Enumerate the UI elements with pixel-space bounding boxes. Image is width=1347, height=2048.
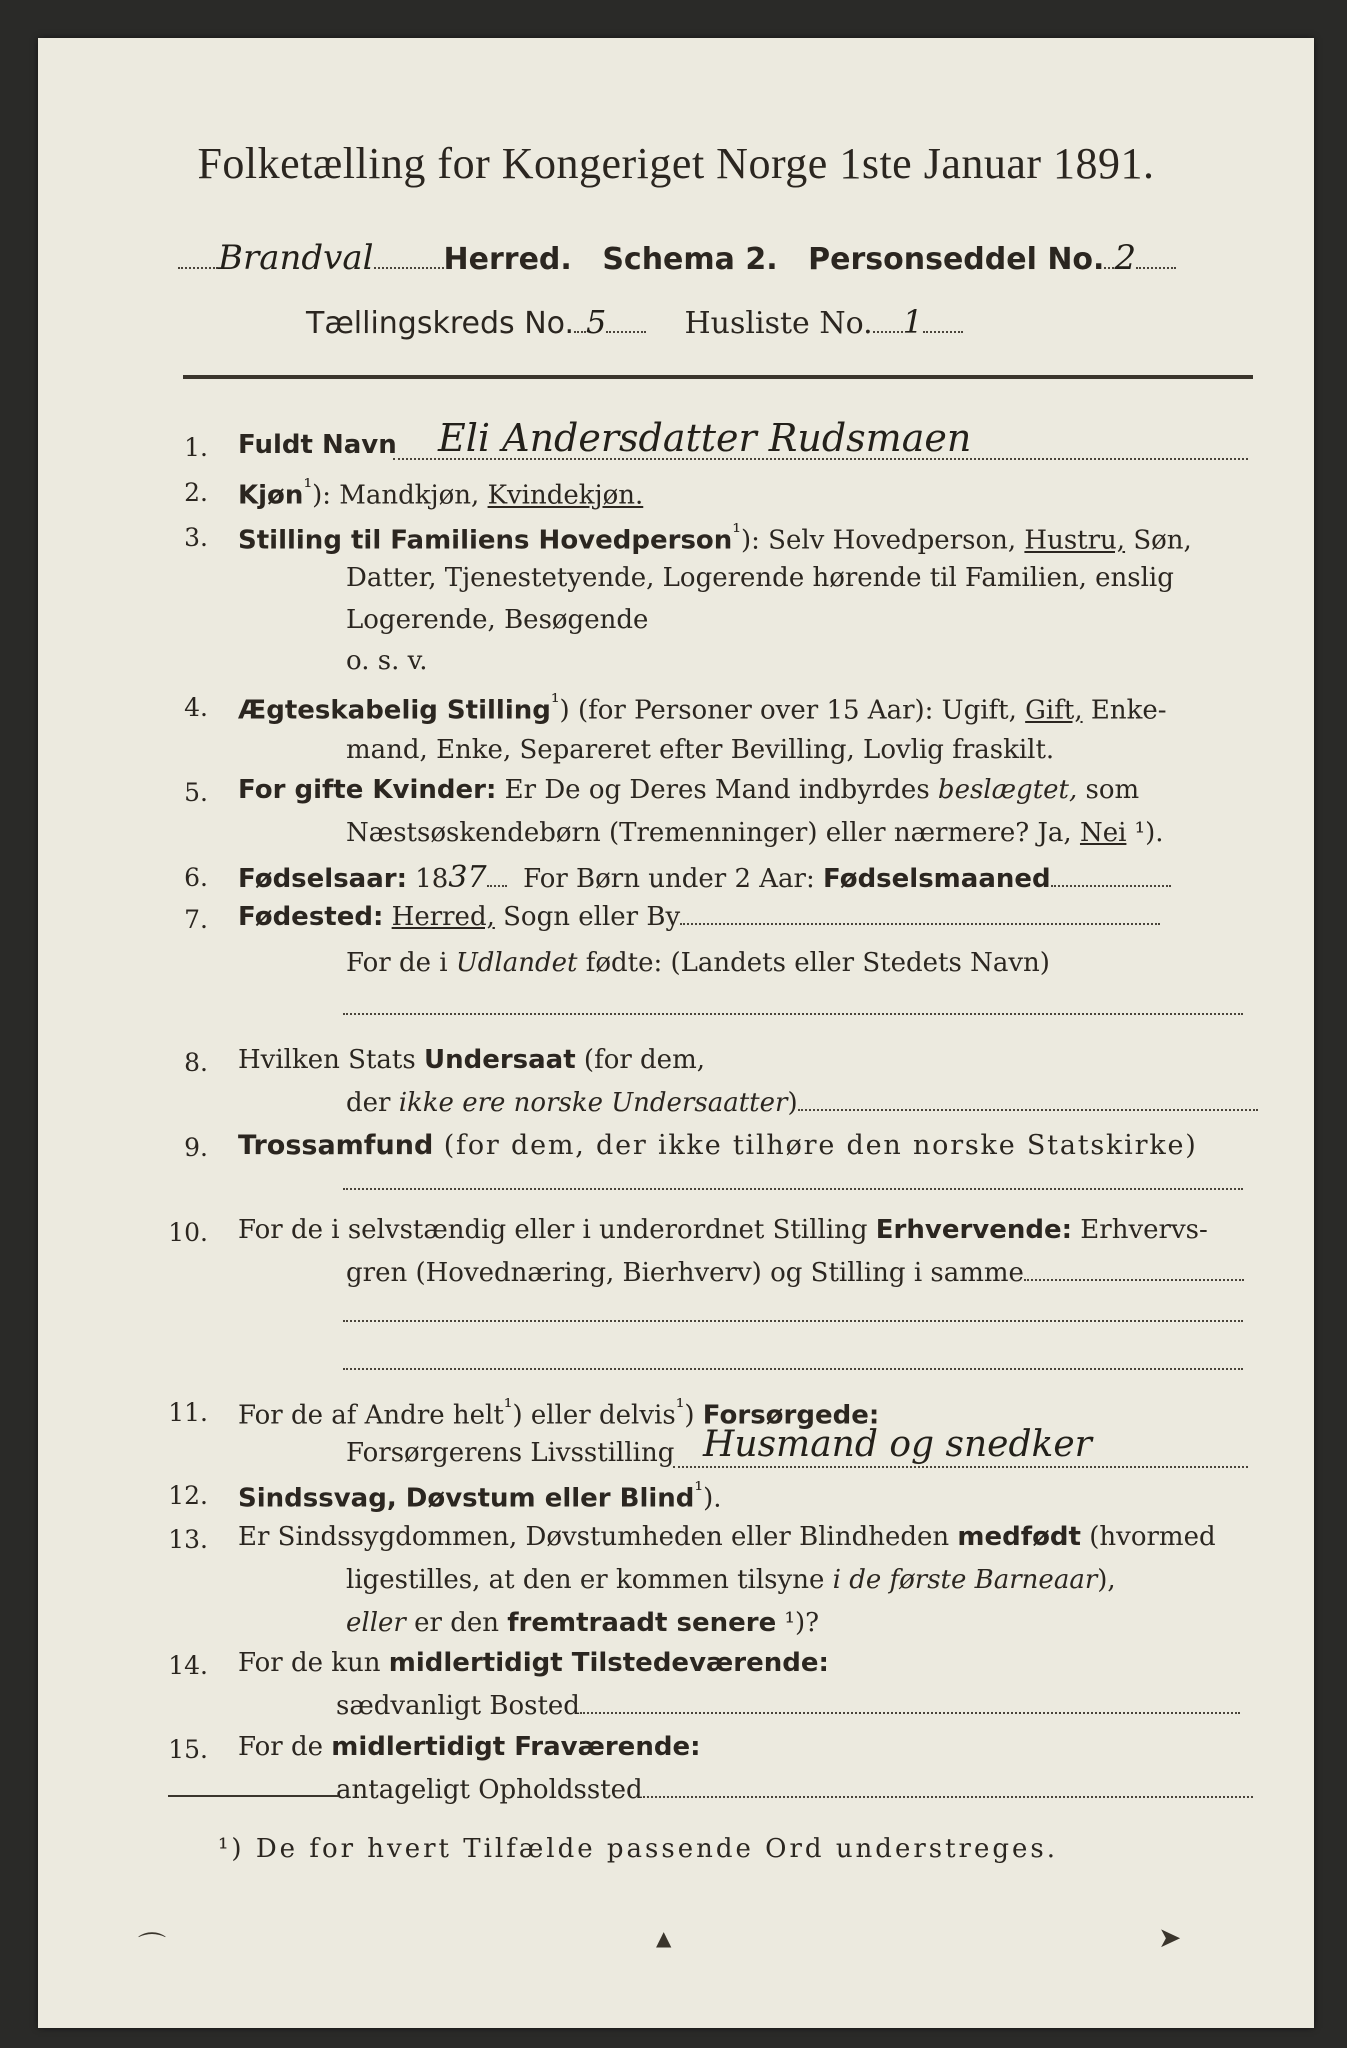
q3-line2: Datter, Tjenestetyende, Logerende hørende til Familien, enslig <box>346 563 1174 593</box>
q3-line4: o. s. v. <box>346 646 428 676</box>
husliste-answer: 1 <box>902 303 924 341</box>
q4-row: Ægteskabelig Stilling$^{^1}$) (for Personer over 15 Aar): Ugift, Gift, Enke- <box>238 690 1167 726</box>
q11-answer: Husmand og snedker <box>703 1424 1092 1465</box>
q2-selected: Kvindekjøn. <box>487 480 644 511</box>
q13-line2: ligestilles, at den er kommen tilsyne i de første Barneaar), <box>346 1565 1116 1595</box>
q2-number: 2. <box>184 478 208 507</box>
q12-row: Sindssvag, Døvstum eller Blind$^{^1}$). <box>238 1478 722 1514</box>
q1-label: Fuldt Navn <box>238 430 397 460</box>
q6-row: Fødselsaar: 1837 For Børn under 2 Aar: Fødselsmaaned <box>238 860 1171 895</box>
q3-line3: Logerende, Besøgende <box>346 605 649 635</box>
q11-line2: Forsørgerens Livsstilling <box>346 1438 675 1468</box>
q10-number: 10. <box>168 1218 208 1247</box>
herred-label: Herred. <box>443 242 572 277</box>
q10-dotline-1 <box>343 1320 1243 1322</box>
q10-line2: gren (Hovednæring, Bierhverv) og Stilling i samme <box>346 1258 1244 1288</box>
q4-number: 4. <box>184 693 208 722</box>
q3-number: 3. <box>184 523 208 552</box>
ink-mark-right: ➤ <box>1158 1921 1182 1954</box>
form-title: Folketælling for Kongeriget Norge 1ste Januar 1891. <box>197 139 1155 188</box>
kreds-line <box>306 303 963 341</box>
herred-line <box>178 238 1176 278</box>
q7-selected: Herred, <box>391 902 495 932</box>
herred-answer: Brandval <box>218 238 374 278</box>
personseddel-label: Personseddel No. <box>808 242 1105 277</box>
husliste-label: Husliste No. <box>684 306 873 341</box>
q1-row <box>238 430 397 460</box>
q5-number: 5. <box>184 778 208 807</box>
q10-dotline-2 <box>343 1368 1243 1370</box>
q9-row: Trossamfund (for dem, der ikke tilhøre den norske Statskirke) <box>238 1130 1198 1161</box>
q8-number: 8. <box>184 1048 208 1077</box>
q4-line2: mand, Enke, Separeret efter Bevilling, Lovlig fraskilt. <box>346 735 1055 765</box>
q9-number: 9. <box>184 1133 208 1162</box>
q1-number: 1. <box>184 433 208 462</box>
q11-dotline <box>673 1466 1248 1468</box>
census-form <box>38 38 1314 2028</box>
q4-selected: Gift, <box>1025 695 1083 726</box>
ink-mark-center: ▲ <box>656 1926 672 1950</box>
q5-line2: Næstsøskendebørn (Tremenninger) eller nærmere? Ja, Nei ¹). <box>346 818 1164 848</box>
q8-row: Hvilken Stats Undersaat (for dem, <box>238 1045 705 1075</box>
q12-number: 12. <box>168 1481 208 1510</box>
q1-answer: Eli Andersdatter Rudsmaen <box>438 416 972 460</box>
q15-line2: antageligt Opholdssted <box>336 1775 1253 1805</box>
personseddel-answer: 2 <box>1114 238 1137 278</box>
q14-row: For de kun midlertidigt Tilstedeværende: <box>238 1648 829 1678</box>
header-rule <box>183 375 1253 379</box>
q9-dotline <box>343 1188 1243 1190</box>
q7-number: 7. <box>184 905 208 934</box>
q10-row: For de i selvstændig eller i underordnet Stilling Erhvervende: Erhvervs- <box>238 1215 1208 1245</box>
q5-row: For gifte Kvinder: Er De og Deres Mand indbyrdes beslægtet, som <box>238 775 1140 805</box>
schema-label: Schema 2. <box>602 242 778 277</box>
q13-row: Er Sindssygdommen, Døvstumheden eller Blindheden medfødt (hvormed <box>238 1522 1216 1552</box>
q15-row: For de midlertidigt Fraværende: <box>238 1732 701 1762</box>
q13-number: 13. <box>168 1525 208 1554</box>
q3-row: Stilling til Familiens Hovedperson$^{^1}$): Selv Hovedperson, Hustru, Søn, <box>238 520 1192 556</box>
q3-selected: Hustru, <box>1024 525 1126 556</box>
kreds-answer: 5 <box>586 303 607 341</box>
ink-mark-left: ⌒ <box>138 1930 167 1963</box>
q1-dotline <box>393 458 1248 460</box>
q5-selected: Nei <box>1079 818 1127 848</box>
q15-number: 15. <box>168 1735 208 1764</box>
q7-dotline <box>343 1013 1243 1015</box>
footnote: ¹) De for hvert Tilfælde passende Ord understreges. <box>218 1834 1059 1864</box>
q2-row: Kjøn$^{^1}$): Mandkjøn, Kvindekjøn. <box>238 475 644 511</box>
q14-line2: sædvanligt Bosted <box>336 1691 1240 1721</box>
q14-number: 14. <box>168 1651 208 1680</box>
q6-number: 6. <box>184 863 208 892</box>
q7-line2: For de i Udlandet fødte: (Landets eller Stedets Navn) <box>346 948 1050 978</box>
q13-line3: eller er den fremtraadt senere ¹)? <box>346 1608 820 1638</box>
q11-number: 11. <box>168 1398 208 1427</box>
q8-line2: der ikke ere norske Undersaatter) <box>346 1088 1258 1118</box>
kreds-label: Tællingskreds No. <box>306 306 574 341</box>
q11-row: For de af Andre helt$^{^1}$) eller delvis$^{^1}$) Forsørgede: <box>238 1395 880 1431</box>
footnote-rule <box>168 1795 338 1797</box>
q6-answer: 37 <box>448 860 487 895</box>
q7-row: Fødested: Herred, Sogn eller By <box>238 902 1160 932</box>
